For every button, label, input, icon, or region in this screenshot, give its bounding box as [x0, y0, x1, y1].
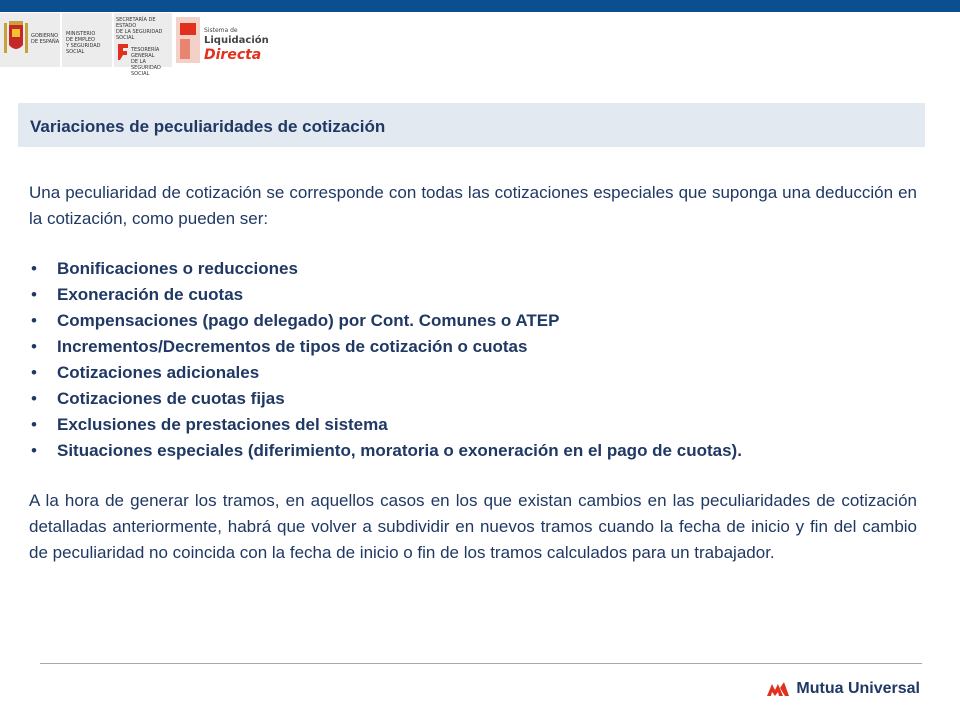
top-accent-bar	[0, 0, 960, 12]
header-logos	[0, 13, 269, 77]
mutua-universal-text: Mutua Universal	[796, 680, 920, 697]
intro-paragraph: Una peculiaridad de cotización se corresponde con todas las cotizaciones especiales que suponga una deducción en la cotización, como pueden ser:	[29, 183, 917, 228]
gobierno-espana-logo	[0, 13, 60, 67]
spain-crest-icon	[3, 19, 29, 59]
outro-paragraph: A la hora de generar los tramos, en aquellos casos en los que existan cambios en las peculiaridades de cotización detalladas anteriormente, habrá que volver a subdividir en nuevos tramos cuando la fecha de inicio y fin del cambio de peculiaridad no coincida con la fecha de inicio o fin de los tramos calculados para un trabajador.	[29, 491, 917, 562]
list-item: • Incrementos/Decrementos de tipos de cotización o cuotas	[29, 334, 917, 360]
sld-big-text: Directa	[204, 47, 262, 63]
sistema-liquidacion-directa-logo	[174, 13, 269, 69]
footer-divider	[40, 663, 922, 664]
peculiaridades-list	[29, 256, 917, 464]
list-item: • Bonificaciones o reducciones	[29, 256, 917, 282]
sld-small-text: Sistema de	[204, 27, 238, 34]
list-item: • Exoneración de cuotas	[29, 282, 917, 308]
tesoreria-text: TESORERÍA GENERAL DE LA SEGURIDAD SOCIAL	[131, 47, 161, 77]
list-item: • Compensaciones (pago delegado) por Cont. Comunes o ATEP	[29, 308, 917, 334]
gobierno-text: GOBIERNO DE ESPAÑA	[31, 33, 60, 45]
ministerio-logo	[62, 13, 112, 67]
slide-body	[29, 180, 917, 566]
sld-emblem-icon	[174, 15, 202, 65]
list-item: • Situaciones especiales (diferimiento, moratoria o exoneración en el pago de cuotas).	[29, 438, 917, 464]
slide-title: Variaciones de peculiaridades de cotización	[30, 117, 386, 136]
mutua-universal-icon	[766, 680, 790, 698]
list-item: • Exclusiones de prestaciones del sistema	[29, 412, 917, 438]
tesoreria-icon	[116, 43, 130, 61]
secretaria-text: SECRETARÍA DE ESTADO DE LA SEGURIDAD SOCIAL	[116, 17, 163, 41]
ministerio-text: MINISTERIO DE EMPLEO Y SEGURIDAD SOCIAL	[66, 31, 101, 55]
list-item: • Cotizaciones de cuotas fijas	[29, 386, 917, 412]
sld-mid-text: Liquidación	[204, 35, 269, 46]
list-item: • Cotizaciones adicionales	[29, 360, 917, 386]
slide-title-bar	[18, 103, 925, 147]
mutua-universal-logo	[766, 678, 920, 700]
secretaria-logo	[114, 13, 172, 77]
